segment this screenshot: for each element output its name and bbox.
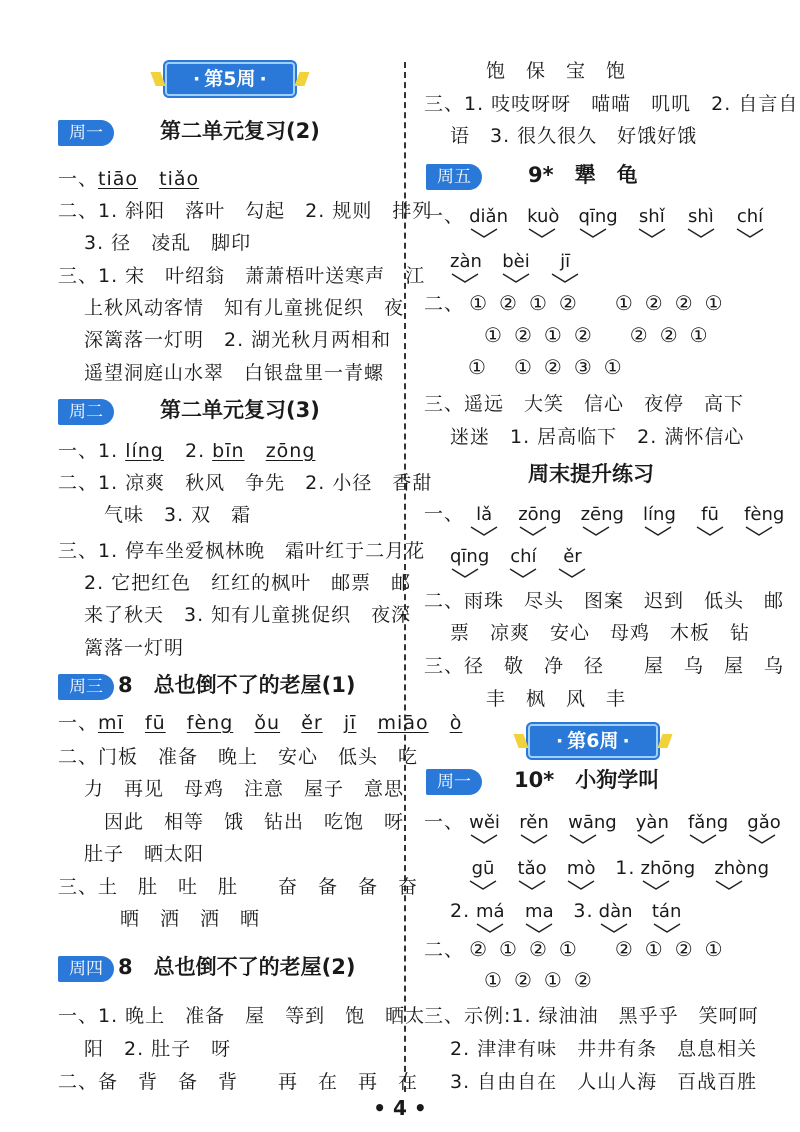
page-number: • 4 • <box>373 1096 427 1120</box>
pinyin-item: zàn <box>450 251 482 283</box>
day-label-thu: 周四 <box>58 956 114 982</box>
pinyin-item: zēng <box>581 504 624 536</box>
pinyin-item: fǎng <box>688 812 728 844</box>
tue-s2-line2: 气味 3. 双 霜 <box>104 504 252 526</box>
pinyin-item: fèng <box>744 504 784 536</box>
weekend-s1-row1: 一、 lǎ zōng zēng líng fū fèng <box>424 500 798 536</box>
thu-s3-line1: 三、1. 吱吱呀呀 喵喵 叽叽 2. 自言自 <box>424 93 799 115</box>
section-title-mon: 第二单元复习(2) <box>160 119 320 143</box>
pinyin-item: gǎo <box>747 812 780 844</box>
pinyin-item: diǎn <box>469 206 508 238</box>
pinyin-item: zōng <box>518 504 561 536</box>
mon-s3-line1: 三、1. 宋 叶绍翁 萧萧梧叶送寒声 江 <box>58 265 426 287</box>
weekend-s2-line1: 二、雨珠 尽头 图案 迟到 低头 邮 <box>424 590 785 612</box>
week6-banner: · 第6周 · <box>528 724 658 758</box>
pinyin-item: lǎ <box>469 504 499 536</box>
wed-s1: 一、mī fū fèng ǒu ěr jī miāo ò <box>58 712 463 734</box>
day-label-mon: 周一 <box>58 120 114 146</box>
thu-s1-line2: 阳 2. 肚子 呀 <box>84 1038 232 1060</box>
weekend-title: 周末提升练习 <box>528 462 654 486</box>
wed-s2-line4: 肚子 晒太阳 <box>84 843 205 865</box>
section-title-tue: 第二单元复习(3) <box>160 398 320 422</box>
pinyin-item: bèi <box>501 251 531 283</box>
thu-s2-tail: 饱 保 宝 饱 <box>486 60 627 82</box>
tue-s3-line1: 三、1. 停车坐爱枫林晚 霜叶红于二月花 <box>58 540 426 562</box>
mon-s3-line2: 上秋风动客情 知有儿童挑促织 夜 <box>84 297 405 319</box>
fri-s1-row1: 一、 diǎn kuò qīng shǐ shì chí <box>424 202 779 238</box>
wed-s2-line1: 二、门板 准备 晚上 安心 低头 吃 <box>58 746 419 768</box>
mon-s1: 一、tiāo tiǎo <box>58 168 200 190</box>
pinyin-item: ěr <box>557 546 587 578</box>
w6-s3-line1: 三、示例:1. 绿油油 黑乎乎 笑呵呵 <box>424 1005 759 1027</box>
pinyin-item: tǎo <box>517 858 547 890</box>
day-label-tue: 周二 <box>58 399 114 425</box>
pinyin-item: yàn <box>636 812 669 844</box>
w6-s1-row2: gū tǎo mò 1. zhōng zhòng <box>468 854 783 890</box>
pinyin-item: líng <box>643 504 676 536</box>
day-label-wed: 周三 <box>58 674 114 700</box>
weekend-s3-line1: 三、径 敬 净 径 屋 乌 屋 乌 <box>424 655 785 677</box>
pinyin-item: wěi <box>469 812 500 844</box>
tue-s3-line4: 篱落一灯明 <box>84 637 185 659</box>
pinyin-item: gū <box>468 858 498 890</box>
wed-s2-line3: 因此 相等 饿 钻出 吃饱 呀 <box>104 811 405 833</box>
weekend-s2-line2: 票 凉爽 安心 母鸡 木板 钻 <box>450 622 751 644</box>
pinyin-item: chí <box>735 206 765 238</box>
wed-s2-line2: 力 再见 母鸡 注意 屋子 意思 <box>84 778 405 800</box>
w6-s3-line3: 3. 自由自在 人山人海 百战百胜 <box>450 1071 758 1093</box>
tue-s3-line3: 来了秋天 3. 知有儿童挑促织 夜深 <box>84 604 412 626</box>
pinyin-item: wāng <box>568 812 617 844</box>
pinyin-item: jī <box>550 251 580 283</box>
section-title-w6-mon: 10* 小狗学叫 <box>514 768 660 792</box>
section-title-fri: 9* 犟 龟 <box>528 163 638 187</box>
day-label-fri: 周五 <box>426 164 482 190</box>
mon-s2-line1: 二、1. 斜阳 落叶 勾起 2. 规则 排列 <box>58 200 433 222</box>
pinyin-item: ma <box>524 901 554 933</box>
fri-s1-row2 <box>450 251 594 283</box>
fri-s2-row1: 二、 ① ② ① ② ① ② ② ① <box>424 291 723 315</box>
fri-s2-row3: ① ① ② ③ ① <box>468 355 622 379</box>
mon-s3-line3: 深篱落一灯明 2. 湖光秋月两相和 <box>84 329 392 351</box>
pinyin-item: qīng <box>578 206 617 238</box>
section-title-wed: 8 总也倒不了的老屋(1) <box>118 673 356 697</box>
pinyin-item: dàn <box>599 901 633 933</box>
w6-s2-row1: 二、 ② ① ② ① ② ① ② ① <box>424 937 723 961</box>
w6-s3-line2: 2. 津津有味 井井有条 息息相关 <box>450 1038 758 1060</box>
pinyin-item: chí <box>508 546 538 578</box>
weekend-s1-row2 <box>450 546 601 578</box>
fri-s3-line1: 三、遥远 大笑 信心 夜停 高下 <box>424 393 745 415</box>
tue-s1: 一、1. líng 2. bīn zōng <box>58 440 316 462</box>
pinyin-item: shì <box>686 206 716 238</box>
pinyin-item: tán <box>652 901 682 933</box>
thu-s1-line1: 一、1. 晚上 准备 屋 等到 饱 晒太 <box>58 1005 426 1027</box>
fri-s2-row2: ① ② ① ② ② ② ① <box>484 323 708 347</box>
pinyin-item: shǐ <box>637 206 667 238</box>
pinyin-item: qīng <box>450 546 489 578</box>
thu-s3-line2: 语 3. 很久很久 好饿好饿 <box>450 125 698 147</box>
wed-s3-line2: 晒 洒 洒 晒 <box>120 908 261 930</box>
pinyin-item: mò <box>566 858 596 890</box>
fri-s3-line2: 迷迷 1. 居高临下 2. 满怀信心 <box>450 426 745 448</box>
mon-s2-line2: 3. 径 凌乱 脚印 <box>84 232 252 254</box>
w6-s2-row2: ① ② ① ② <box>484 968 592 992</box>
pinyin-item: zhōng <box>641 858 696 890</box>
tue-s3-line2: 2. 它把红色 红红的枫叶 邮票 邮 <box>84 572 412 594</box>
pinyin-item: rěn <box>519 812 549 844</box>
pinyin-item: kuò <box>527 206 559 238</box>
pinyin-item: má <box>475 901 505 933</box>
wed-s3-line1: 三、土 肚 吐 肚 奋 备 备 奋 <box>58 876 419 898</box>
mon-s3-line4: 遥望洞庭山水翠 白银盘里一青螺 <box>84 362 385 384</box>
tue-s2-line1: 二、1. 凉爽 秋风 争先 2. 小径 香甜 <box>58 472 433 494</box>
w6-s1-row1: 一、 wěi rěn wāng yàn fǎng gǎo <box>424 808 795 844</box>
day-label-w6-mon: 周一 <box>426 769 482 795</box>
pinyin-item: zhòng <box>714 858 769 890</box>
pinyin-item: fū <box>695 504 725 536</box>
thu-s2: 二、备 背 备 背 再 在 再 在 <box>58 1071 419 1093</box>
w6-s1-row3: 2. má ma 3. dàn tán <box>450 897 696 933</box>
weekend-s3-line2: 丰 枫 风 丰 <box>486 688 627 710</box>
week5-banner: · 第5周 · <box>165 62 295 96</box>
section-title-thu: 8 总也倒不了的老屋(2) <box>118 955 356 979</box>
